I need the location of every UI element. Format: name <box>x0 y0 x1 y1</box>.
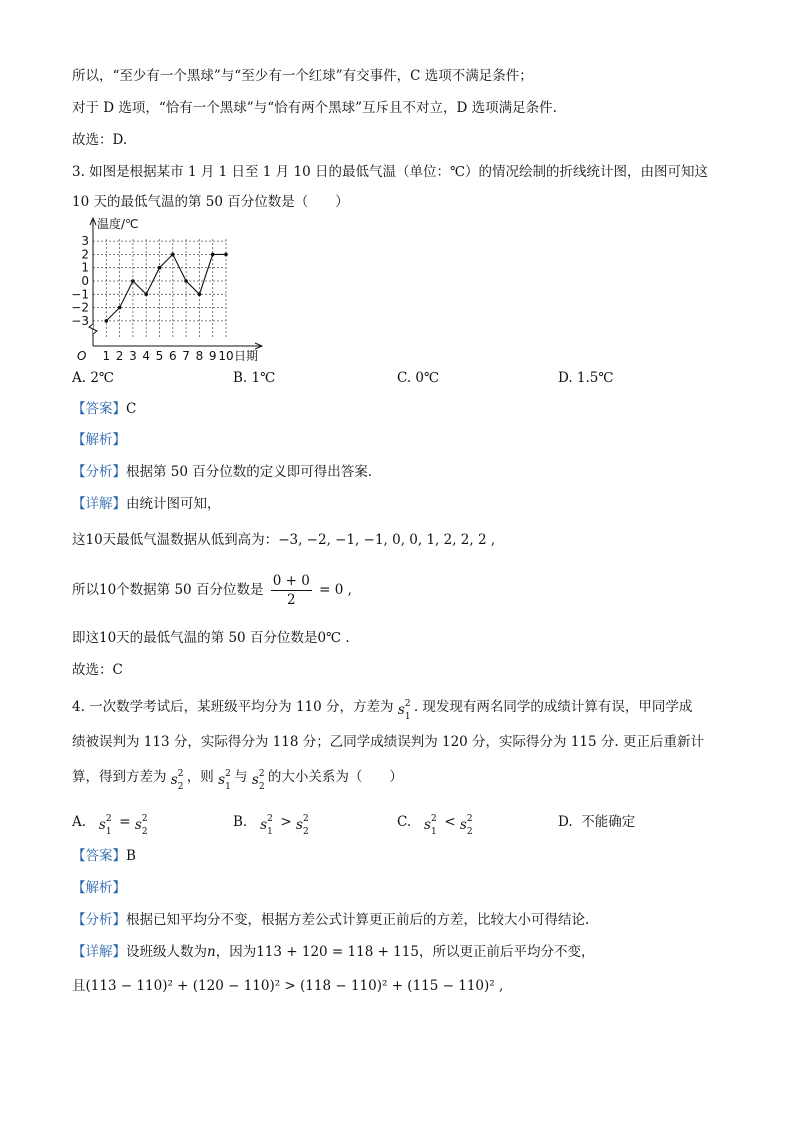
inequality-line: 且(113 − 110)² + (120 − 110)² > (118 − 110)² + (115 − 110)² , <box>72 978 504 994</box>
data-point <box>118 306 122 310</box>
variance-s2: s 2 2 <box>251 768 265 792</box>
xiangjie-tag: 【详解】 <box>72 496 126 512</box>
answer-value: B <box>126 848 136 864</box>
fenxi-tag: 【分析】 <box>72 464 126 480</box>
y-tick-label: 3 <box>81 234 89 249</box>
fraction-prefix: 所以10个数据第 50 百分位数是 <box>72 582 264 598</box>
x-tick-label: 3 <box>129 349 137 362</box>
chart-series <box>105 253 228 323</box>
variance-s1: s 2 1 <box>397 698 411 722</box>
var-n: n <box>207 944 216 960</box>
equation: 113 + 120 = 118 + 115 <box>256 944 419 960</box>
y-axis-label: 温度/℃ <box>97 217 139 231</box>
question-4-stem <box>72 697 693 722</box>
inequality: (113 − 110)² + (120 − 110)² > (118 − 110)² + (115 − 110)² , <box>85 978 504 994</box>
xiangjie-line <box>72 494 221 514</box>
stem-text: . 现发现有两名同学的成绩计算有误，甲同学成 <box>413 699 693 715</box>
x-tick-label: 10 <box>218 349 234 362</box>
y-tick-label: −1 <box>71 287 89 302</box>
data-point <box>211 253 215 257</box>
stem-text: ，则 <box>186 769 214 785</box>
conclusion-line: 即这10天的最低气温的第 50 百分位数是0℃ . <box>72 630 350 646</box>
chart-axes <box>89 218 262 349</box>
x-tick-label: 6 <box>168 349 177 362</box>
answer-line <box>72 399 136 419</box>
y-tick-label: 1 <box>81 260 89 275</box>
y-tick-label: 0 <box>81 274 89 288</box>
data-point <box>184 279 188 283</box>
x-tick-label: 4 <box>142 349 151 362</box>
question-4-stem <box>72 767 403 792</box>
chart-grid <box>93 239 226 337</box>
x-tick-label: 8 <box>195 349 204 362</box>
fraction-numerator: 0 + 0 <box>272 573 310 589</box>
answer-tag: 【答案】 <box>72 401 126 417</box>
analysis-tag: 【解析】 <box>72 432 126 448</box>
option-b: B. 1℃ <box>233 370 276 386</box>
answer-line <box>72 846 136 866</box>
xiangjie-text: 设班级人数为 <box>126 944 207 960</box>
temperature-line-chart <box>66 214 276 362</box>
data-line <box>72 530 495 550</box>
series-line <box>106 254 226 321</box>
x-tick-label: 9 <box>208 349 217 362</box>
question-3-stem: 10 天的最低气温的第 50 百分位数是（ ） <box>72 194 349 210</box>
fraction-line <box>72 570 352 610</box>
chart-labels <box>71 216 258 362</box>
option-d: D. 不能确定 <box>558 814 636 830</box>
option-b: B. s 2 1 > s 2 2 <box>233 813 309 837</box>
x-axis-label: 日期 <box>234 349 259 362</box>
fenxi-line <box>72 910 589 930</box>
data-point <box>144 293 148 297</box>
data-point <box>198 293 202 297</box>
option-d: D. 1.5℃ <box>558 370 614 386</box>
option-c: C. s 2 1 < s 2 2 <box>397 813 473 837</box>
y-tick-label: 2 <box>81 247 89 262</box>
data-values: −3, −2, −1, −1, 0, 0, 1, 2, 2, 2 , <box>278 532 496 548</box>
xiangjie-tag: 【详解】 <box>72 944 126 960</box>
xiangjie-line: 【详解】设班级人数为n，因为113 + 120 = 118 + 115，所以更正前后平均分不变， <box>72 944 595 960</box>
fenxi-line <box>72 462 372 482</box>
stem-text: 的大小关系为（ ） <box>267 769 403 785</box>
data-prefix: 这10天最低气温数据从低到高为： <box>72 532 279 548</box>
xiangjie-text: 由统计图可知， <box>126 496 221 512</box>
data-point <box>131 279 135 283</box>
option-c: C. 0℃ <box>397 370 440 386</box>
y-tick-label: −2 <box>71 300 89 315</box>
answer-value: C <box>126 401 137 417</box>
fraction-denominator: 2 <box>286 592 296 608</box>
choose-line: 故选：C <box>72 662 123 678</box>
fenxi-text: 根据第 50 百分位数的定义即可得出答案. <box>126 464 373 480</box>
variance-s2: s 2 2 <box>170 768 184 792</box>
question-4-stem: 绩被误判为 113 分，实际得分为 118 分；乙同学成绩误判为 120 分，实际得分为 115 分. 更正后重新计 <box>72 734 704 750</box>
variance-s1: s 2 1 <box>218 768 231 792</box>
fraction-result: = 0 , <box>319 582 352 598</box>
answer-tag: 【答案】 <box>72 848 126 864</box>
stem-text: 4. 一次数学考试后，某班级平均分为 110 分，方差为 <box>72 699 394 715</box>
question-3-stem: 3. 如图是根据某市 1 月 1 日至 1 月 10 日的最低气温（单位：℃）的情况绘制的折线统计图，由图可知这 <box>72 164 709 180</box>
option-a: A. 2℃ <box>72 370 115 386</box>
text-line: 故选：D. <box>72 132 128 148</box>
option-a: A. s 2 1 = s 2 2 <box>72 813 148 837</box>
x-tick-label: 7 <box>182 349 190 362</box>
stem-text: 算，得到方差为 <box>72 769 167 785</box>
x-tick-label: 2 <box>115 349 124 362</box>
y-tick-label: −3 <box>71 313 89 328</box>
data-point <box>105 319 109 323</box>
data-point <box>171 253 175 257</box>
fenxi-tag: 【分析】 <box>72 912 126 928</box>
text-line: 对于 D 选项，“恰有一个黑球”与“恰有两个黑球”互斥且不对立，D 选项满足条件. <box>72 100 557 116</box>
data-point <box>158 266 162 270</box>
fenxi-text: 根据已知平均分不变，根据方差公式计算更正前后的方差，比较大小可得结论. <box>126 912 590 928</box>
stem-text: 与 <box>234 769 248 785</box>
analysis-tag: 【解析】 <box>72 880 126 896</box>
axis-break <box>89 324 97 334</box>
origin-label: O <box>77 349 87 362</box>
fraction <box>271 572 312 609</box>
x-tick-label: 1 <box>102 349 111 362</box>
x-tick-label: 5 <box>155 349 164 362</box>
text-line: 所以，“至少有一个黑球”与“至少有一个红球”有交事件，C 选项不满足条件； <box>72 68 533 84</box>
data-point <box>224 253 228 257</box>
